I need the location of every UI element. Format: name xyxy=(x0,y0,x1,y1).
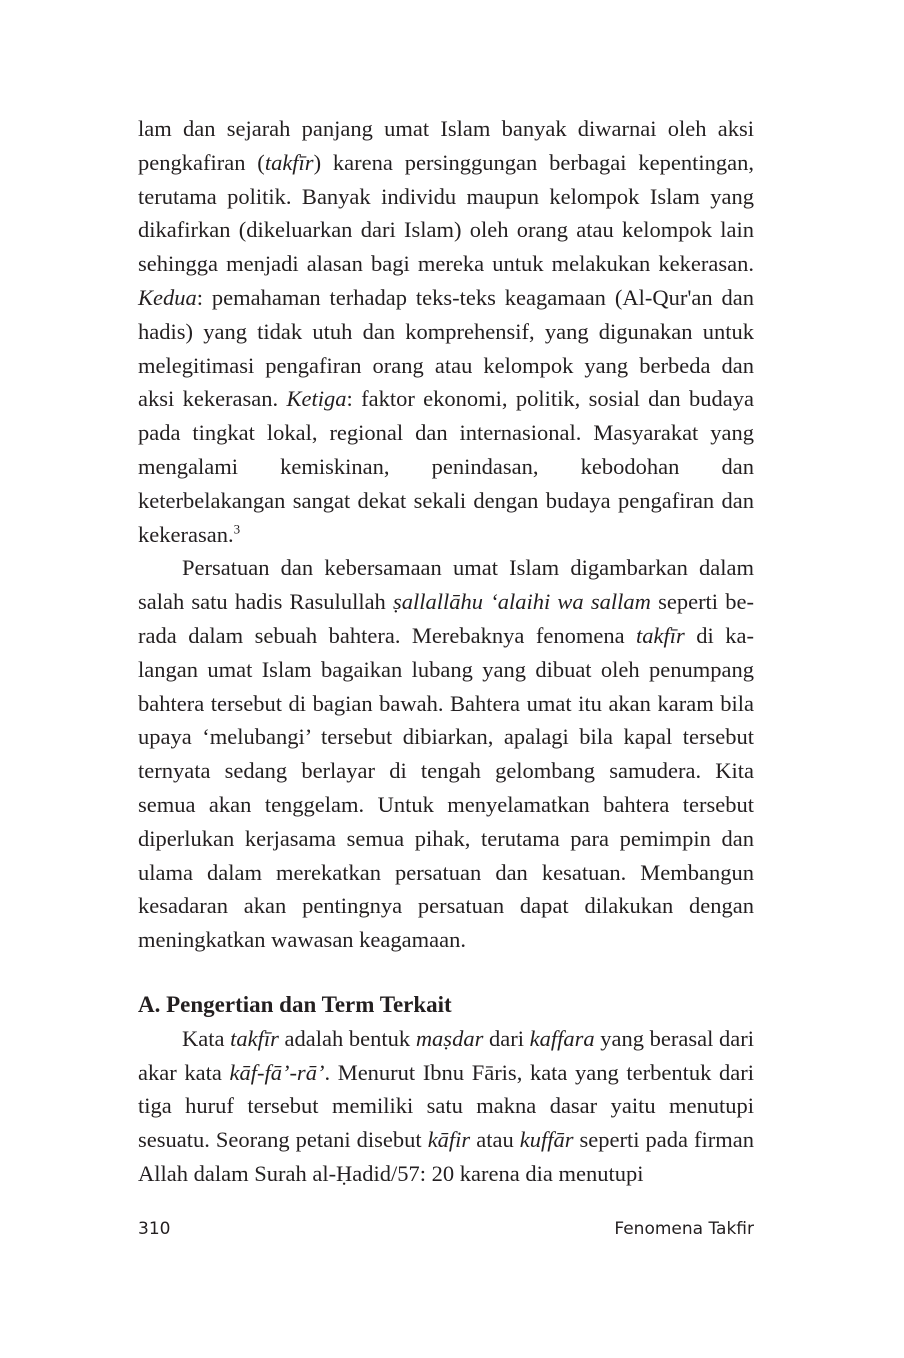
text-run: seperti berada dalam sebuah bahtera. Merebaknya fenomena xyxy=(138,589,754,648)
footnote-marker: 3 xyxy=(233,521,241,537)
text-run: lam dan sejarah panjang umat Islam banyak diwarnai oleh aksi pengkafiran ( xyxy=(138,116,754,175)
page-body xyxy=(138,112,754,1191)
italic-term: Ketiga xyxy=(286,386,347,412)
text-run: yang berasal dari akar kata xyxy=(138,1025,755,1085)
text-run: dari xyxy=(483,1025,530,1051)
text-run: atau xyxy=(470,1127,520,1153)
section-heading: A. Pengertian dan Term Terkait xyxy=(138,991,452,1017)
italic-term: kāfir xyxy=(427,1127,471,1153)
text-run: : faktor ekonomi, politik, sosial dan budaya pada tingkat lokal, regional dan internasional. Masyarakat yang mengalami kemiskinan, penindasan, kebodohan dan keterbelakangan sangat dekat sekali dengan budaya pengafiran dan kekerasan. xyxy=(138,386,754,547)
text-run: adalah bentuk xyxy=(278,1025,416,1051)
text-run: Persatuan dan kebersamaan umat Islam digambarkan dalam salah satu hadis Rasulullah xyxy=(138,555,754,615)
italic-term: kāf-fā’-rā’ xyxy=(229,1059,325,1085)
paragraph-definition xyxy=(138,1022,754,1191)
italic-term: Kedua xyxy=(138,284,197,310)
italic-term: takfīr xyxy=(636,622,685,648)
text-run: di kalangan umat Islam bagaikan lubang yang dibuat oleh penumpang bahtera tersebut di bagian bawah. Bahtera umat itu akan karam bila upaya ‘melubangi’ tersebut dibiarkan, apalagi bila kapal tersebut ternyata sedang berlayar di tengah gelombang samudera. Kita semua akan tenggelam. Untuk menyelamatkan bahtera tersebut diperlukan kerjasama semua pihak, terutama para pemimpin dan ulama dalam merekatkan persatuan dan kesatuan. Membangun kesadaran akan pentingnya persatuan dapat dilakukan dengan meningkatkan wawasan keagamaan. xyxy=(138,622,754,953)
running-title: Fenomena Takfir xyxy=(614,1219,754,1239)
text-run: Kata xyxy=(182,1025,231,1051)
text-run: . Menurut Ibnu Fāris, kata yang terbentuk dari tiga huruf tersebut memiliki satu makna dasar yaitu menutupi sesuatu. Seorang petani disebut xyxy=(138,1059,755,1153)
paragraph-continued xyxy=(138,112,754,551)
page-footer xyxy=(138,1219,754,1249)
text-run: seperti pada firman Allah dalam Surah al-Ḥadid/57: 20 karena dia menutupi xyxy=(138,1127,754,1186)
italic-term: kuffār xyxy=(519,1127,574,1153)
italic-term: maṣdar xyxy=(415,1025,484,1051)
italic-term: takfīr xyxy=(230,1025,279,1051)
paragraph-persatuan xyxy=(138,551,754,957)
text-run: : pemahaman terhadap teks-teks keagamaan (Al-Qur'an dan hadis) yang tidak utuh dan komprehensif, yang digunakan untuk melegitimasi pengafiran orang atau kelompok yang berbeda dan aksi kekerasan. xyxy=(138,284,754,412)
italic-term: takfīr xyxy=(264,149,314,175)
italic-term: ṣallallāhu ‘alaihi wa sallam xyxy=(393,589,651,615)
italic-term: kaffara xyxy=(529,1025,595,1051)
text-run: ) karena persinggungan berbagai kepentingan, terutama politik. Banyak individu maupun kelompok Islam yang dikafirkan (dikeluarkan dari Islam) oleh orang atau kelompok lain sehingga menjadi alasan bagi mereka untuk melakukan kekerasan. xyxy=(138,149,754,277)
page-number: 310 xyxy=(138,1219,171,1239)
